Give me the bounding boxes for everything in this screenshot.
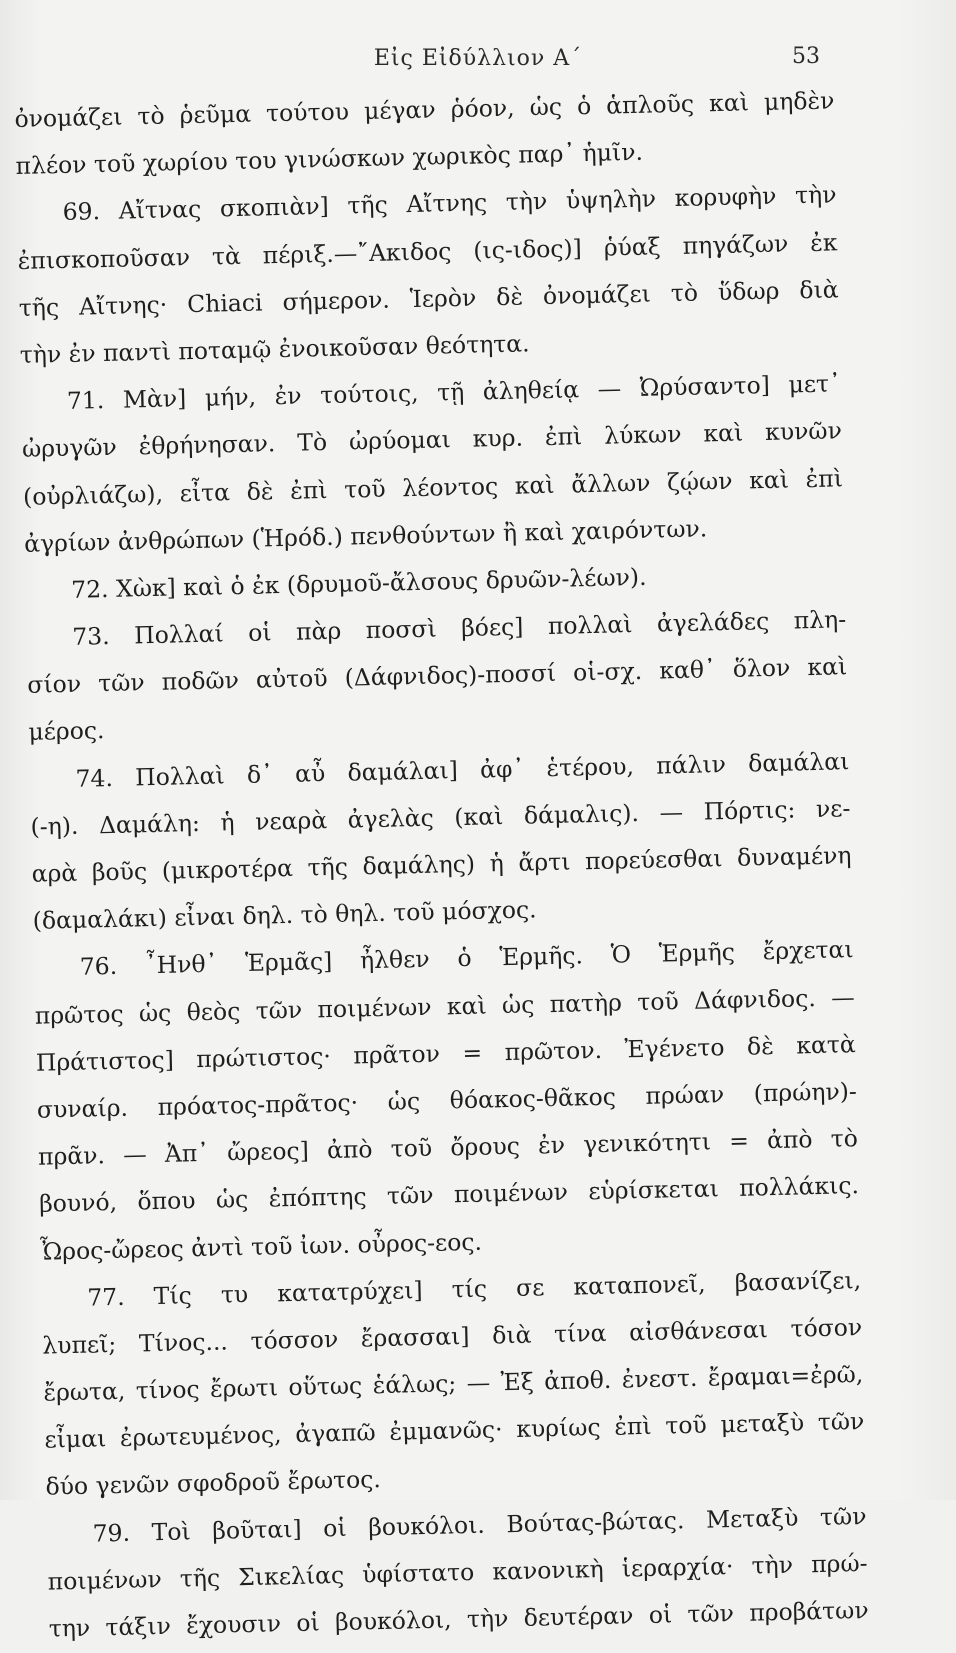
text-line: πλέον τοῦ χωρίου του γινώσκων χωρικὸς παρ᾽ ἡμῖν. <box>15 137 644 181</box>
text-line: λυπεῖ; Τίνος... τόσσον ἔρασσαι] διὰ τίνα αἰσθάνεσαι τόσον <box>42 1312 863 1360</box>
text-line: αρὰ βοῦς (μικροτέρα τῆς δαμάλης) ἡ ἄρτι πορεύεσθαι δυναμένη <box>31 841 852 888</box>
text-line: μέρος. <box>28 716 105 747</box>
commentary-text <box>14 77 869 1652</box>
text-line: (-η). Δαμάλη: ἡ νεαρὰ ἀγελὰς (καὶ δάμαλις). — Πόρτις: νε- <box>30 794 851 841</box>
text-line: 77. Τίς τυ κατατρύχει] τίς σε καταπονεῖ, βασανίζει, <box>86 1265 862 1312</box>
text-line: τῆς Αἴτνης· Chiaci σήμερον. Ἱερὸν δὲ ὀνομάζει τὸ ὕδωρ διὰ <box>18 275 839 322</box>
text-line: (δαμαλάκι) εἶναι δηλ. τὸ θηλ. τοῦ μόσχος. <box>32 895 537 935</box>
text-line: ἐπισκοποῦσαν τὰ πέριξ.—῎Ακιδος (ις-ιδος)] ῥύαξ πηγάζων ἐκ <box>17 227 838 275</box>
text-line: Πράτιστος] πρώτιστος· πρᾶτον = πρῶτον. Ἐγένετο δὲ κατὰ <box>35 1029 857 1077</box>
text-line: σίον τῶν ποδῶν αὐτοῦ (Δάφνιδος)-ποσσί οἱ-σχ. καθ᾽ ὅλον καὶ <box>27 652 848 700</box>
text-line: τὴν ἐν παντὶ ποταμῷ ἐνοικοῦσαν θεότητα. <box>19 329 530 369</box>
text-line: δύο γενῶν σφοδροῦ ἔρωτος. <box>45 1465 382 1502</box>
text-line: ὀνομάζει τὸ ῥεῦμα τούτου μέγαν ῥόον, ὡς ὁ ἁπλοῦς καὶ μηδὲν <box>14 86 835 133</box>
text-line: ποιμένων τῆς Σικελίας ὑφίστατο κανονικὴ ἱεραρχία· τὴν πρώ- <box>47 1548 868 1596</box>
text-line: πρῶτος ὡς θεὸς τῶν ποιμένων καὶ ὡς πατὴρ τοῦ Δάφνιδος. — <box>34 982 855 1030</box>
running-header: Εἰς Εἰδύλλιον Α´ <box>373 46 583 71</box>
text-line: 72. Χὼκ] καὶ ὁ ἐκ (δρυμοῦ-ἄλσους δρυῶν-λέων). <box>70 562 647 604</box>
text-line: 71. Μὰν] μήν, ἐν τούτοις, τῇ ἀληθείᾳ — Ὠρύσαντο] μετ᾽ <box>66 369 842 415</box>
text-line: εἶμαι ἐρωτευμένος, ἀγαπῶ ἐμμανῶς· κυρίως ἐπὶ τοῦ μεταξὺ τῶν <box>44 1407 865 1454</box>
text-line: 69. Αἴτνας σκοπιὰν] τῆς Αἴτνης τὴν ὑψηλὴν κορυφὴν τὴν <box>62 180 837 227</box>
text-line: (οὐρλιάζω), εἶτα δὲ ἐπὶ τοῦ λέοντος καὶ ἄλλων ζῴων καὶ ἐπὶ <box>22 463 844 511</box>
text-line: την τάξιν ἔχουσιν οἱ βουκόλοι, τὴν δευτέραν οἱ τῶν προβάτων <box>48 1596 869 1643</box>
text-line: 74. Πολλαὶ δ᾽ αὖ δαμάλαι] ἀφ᾽ ἑτέρου, πάλιν δαμάλαι <box>75 746 850 793</box>
text-line: ὠρυγῶν ἐθρήνησαν. Τὸ ὠρύομαι κυρ. ἐπὶ λύκων καὶ κυνῶν <box>21 416 843 464</box>
text-line: 76. ῏Ηνθ᾽ Ἑρμᾶς] ἦλθεν ὁ Ἑρμῆς. Ὁ Ἑρμῆς ἔρχεται <box>79 935 854 982</box>
text-line: 73. Πολλαί οἱ πὰρ ποσσὶ βόες] πολλαὶ ἀγελάδες πλη- <box>71 605 847 651</box>
page-number: 53 <box>792 44 820 69</box>
text-line: συναίρ. πρόατος-πρᾶτος· ὡς θόακος-θᾶκος πρώαν (πρώην)- <box>36 1077 858 1124</box>
text-line: ἀγρίων ἀνθρώπων (Ἡρόδ.) πενθούντων ἢ καὶ χαιρόντων. <box>23 514 708 558</box>
text-line: ἔρωτα, τίνος ἔρωτι οὕτως ἑάλως; — Ἐξ ἀποθ. ἐνεστ. ἔραμαι=ἐρῶ, <box>43 1360 864 1407</box>
text-line: πρᾶν. — Ἀπ᾽ ὤρεος] ἀπὸ τοῦ ὄρους ἐν γενικότητι = ἀπὸ τὸ <box>37 1124 859 1171</box>
text-line: 79. Τοὶ βοῦται] οἱ βουκόλοι. Βούτας-βώτας. Μεταξὺ τῶν <box>92 1501 867 1548</box>
text-line: Ὦρος-ὤρεος ἀντὶ τοῦ ἰων. οὖρος-εος. <box>39 1227 483 1266</box>
text-line: βουνό, ὅπου ὡς ἐπόπτης τῶν ποιμένων εὑρίσκεται πολλάκις. <box>38 1171 860 1219</box>
